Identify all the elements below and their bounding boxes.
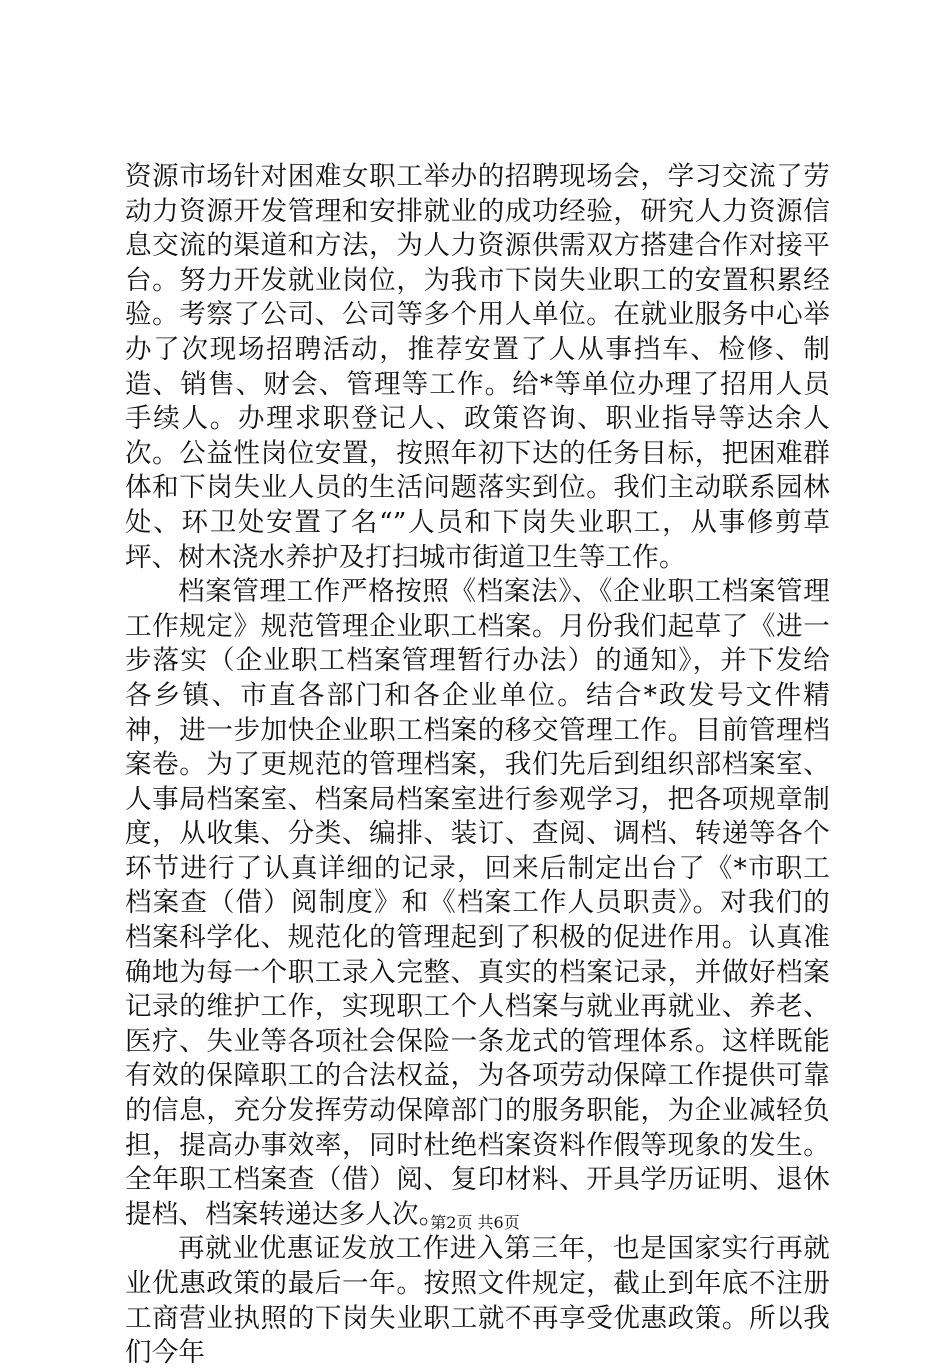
page-number-footer: 第2页 共6页	[430, 1213, 520, 1232]
paragraph-continued: 资源市场针对困难女职工举办的招聘现场会，学习交流了劳动力资源开发管理和安排就业的成功经验，研究人力资源信息交流的渠道和方法，为人力资源供需双方搭建合作对接平台。努力开发就业岗位，为我市下岗失业职工的安置积累经验。考察了公司、公司等多个用人单位。在就业服务中心举办了次现场招聘活动，推荐安置了人从事挡车、检修、制造、销售、财会、管理等工作。给*等单位办理了招用人员手续人。办理求职登记人、政策咨询、职业指导等达余人次。公益性岗位安置，按照年初下达的任务目标，把困难群体和下岗失业人员的生活问题落实到位。我们主动联系园林处、环卫处安置了名“”人员和下岗失业职工，从事修剪草坪、树木浇水养护及打扫城市街道卫生等工作。	[125, 161, 830, 573]
paragraph-archive-management: 档案管理工作严格按照《档案法》、《企业职工档案管理工作规定》规范管理企业职工档案。月份我们起草了《进一步落实（企业职工档案管理暂行办法）的通知》，并下发给各乡镇、市直各部门和各企业单位。结合*政发号文件精神，进一步加快企业职工档案的移交管理工作。目前管理档案卷。为了更规范的管理档案，我们先后到组织部档案室、人事局档案室、档案局档案室进行参观学习，把各项规章制度，从收集、分类、编排、装订、查阅、调档、转递等各个环节进行了认真详细的记录，回来后制定出台了《*市职工档案查（借）阅制度》和《档案工作人员职责》。对我们的档案科学化、规范化的管理起到了积极的促进作用。认真准确地为每一个职工录入完整、真实的档案记录，并做好档案记录的维护工作，实现职工个人档案与就业再就业、养老、医疗、失业等各项社会保险一条龙式的管理体系。这样既能有效的保障职工的合法权益，为各项劳动保障工作提供可靠的信息，充分发挥劳动保障部门的服务职能，为企业减轻负担，提高办事效率，同时杜绝档案资料作假等现象的发生。全年职工档案查（借）阅、复印材料、开具学历证明、退休提档、档案转递达多人次。	[125, 576, 830, 1230]
paragraph-reemployment-certificate: 再就业优惠证发放工作进入第三年，也是国家实行再就业优惠政策的最后一年。按照文件规定，截止到年底不注册工商营业执照的下岗失业职工就不再享受优惠政策。所以我们今年	[125, 1233, 830, 1369]
document-body	[125, 160, 830, 1371]
